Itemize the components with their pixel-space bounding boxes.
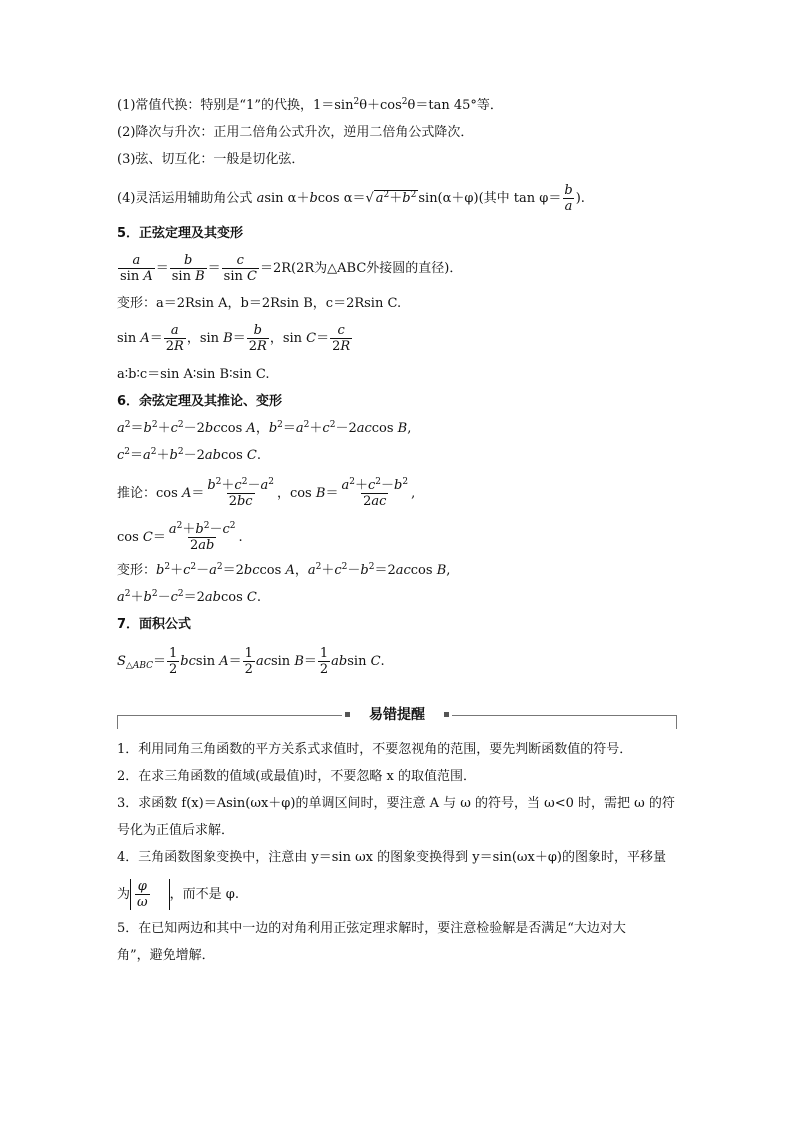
text: ，而不是 φ. [169,887,239,902]
reminder-banner [117,706,677,732]
formula-cosine-inference-2: cos C＝ $\frac{a^2+b^2-c^2}{2ab}$ . [117,521,243,553]
reminder-item-3-line-2: 号化为正值后求解． [117,823,235,838]
section-heading-area: 7．面积公式 [117,617,192,632]
text: θ＝tan 45°等． [407,98,503,113]
text: 其中 tan φ＝ [483,191,562,206]
item-sin-tan-conversion: (3)弦、切互化：一般是切化弦． [117,152,305,167]
formula-sine-ratios: sin A＝ $\frac{a}{2R}$ ，sin B＝ $\frac{b}{2R}$ ，sin C＝ $\frac{c}{2R}$ [117,323,351,354]
reminder-item-5-line-1: 5．在已知两边和其中一边的对角利用正弦定理求解时，要注意检验解是否满足“大边对大 [117,921,626,936]
text: (1)常值代换：特别是“1”的代换，1＝sin [117,98,354,113]
item-auxiliary-angle: (4)灵活运用辅助角公式 asin α＋bcos α＝√ $a^2+b^2$ sin(α＋φ)(其中 tan φ＝ $\frac{b}{a}$ ). [117,183,585,214]
formula-sine-variant: 变形：a＝2Rsin A，b＝2Rsin B，c＝2Rsin C. [117,296,402,311]
text: . [580,191,585,206]
formula-cosine-inference-1: 推论：cos A＝ $\frac{b^2+c^2-a^2}{2bc}$ ，cos B＝ $\frac{a^2+c^2-b^2}{2ac}$ , [117,477,416,509]
formula-side-ratio: a∶b∶c＝sin A∶sin B∶sin C. [117,367,270,382]
reminder-item-4-line-2: 为 $\frac{\varphi}{\omega}$ ，而不是 φ. [117,879,239,910]
formula-cosine-law-2: $c^2=a^2+b^2-2abcos$ C. [117,447,261,463]
item-power-reduction: (2)降次与升次：正用二倍角公式升次，逆用二倍角公式降次． [117,125,474,140]
formula-sine-law: $\frac{a}{\text{sin A}}$ ＝ $\frac{b}{\text{sin B}}$ ＝ $\frac{c}{\text{sin C}}$ ＝2R(2R为△ABC外接圆的直径)． [120,253,463,284]
text: b [309,191,318,206]
text: 变形： [117,563,157,578]
reminder-title: 易错提醒 [369,707,425,723]
text: sin α＋ [264,191,310,206]
text: ＝2R(2R为△ABC外接圆的直径)． [259,261,463,276]
reminder-item-3-line-1: 3．求函数 f(x)＝Asin(ωx＋φ)的单调区间时，要注意 A 与 ω 的符号，当 ω<0 时，需把 ω 的符 [117,796,675,811]
reminder-item-1: 1．利用同角三角函数的平方关系式求值时，不要忽视角的范围，要先判断函数值的符号． [117,742,633,757]
text: sin(α＋φ) [418,191,479,206]
formula-area: $S_{\triangle ABC}=$ $\frac{1}{2}$ bcsin A＝ $\frac{1}{2}$ acsin B＝ $\frac{1}{2}$ absin C. [117,646,385,677]
reminder-item-5-line-2: 角”，避免增解． [117,948,215,963]
text: θ＋cos [359,98,402,113]
reminder-item-4-line-1: 4．三角函数图象变换中，注意由 y＝sin ωx 的图象变换得到 y＝sin(ωx＋φ)的图象时，平移量 [117,850,667,865]
section-heading-cosine-law: 6．余弦定理及其推论、变形 [117,394,283,409]
text: (4)灵活运用辅助角公式 [117,191,257,206]
section-heading-sine-law: 5．正弦定理及其变形 [117,226,244,241]
formula-cosine-law-1: $a^2=b^2+c^2-2bccos$ A，$b^2=a^2+c^2-2accos$ B, [117,420,412,436]
text: a [256,191,265,206]
formula-cosine-variant-1: 变形：$b^2+c^2-a^2=2bccos$ A，$a^2+c^2-b^2=2accos$ B, [117,562,451,578]
reminder-item-2: 2．在求三角函数的值域(或最值)时，不要忽略 x 的取值范围． [117,769,477,784]
text: cos α＝ [317,191,366,206]
text: 为 [117,887,131,902]
text: 推论： [117,486,157,501]
formula-cosine-variant-2: $a^2+b^2-c^2=2abcos$ C. [117,589,261,605]
item-constant-substitution: (1)常值代换：特别是“1”的代换，$1=\sin^2\theta+\cos^2\theta=\tan$ 45°等． [117,97,503,113]
